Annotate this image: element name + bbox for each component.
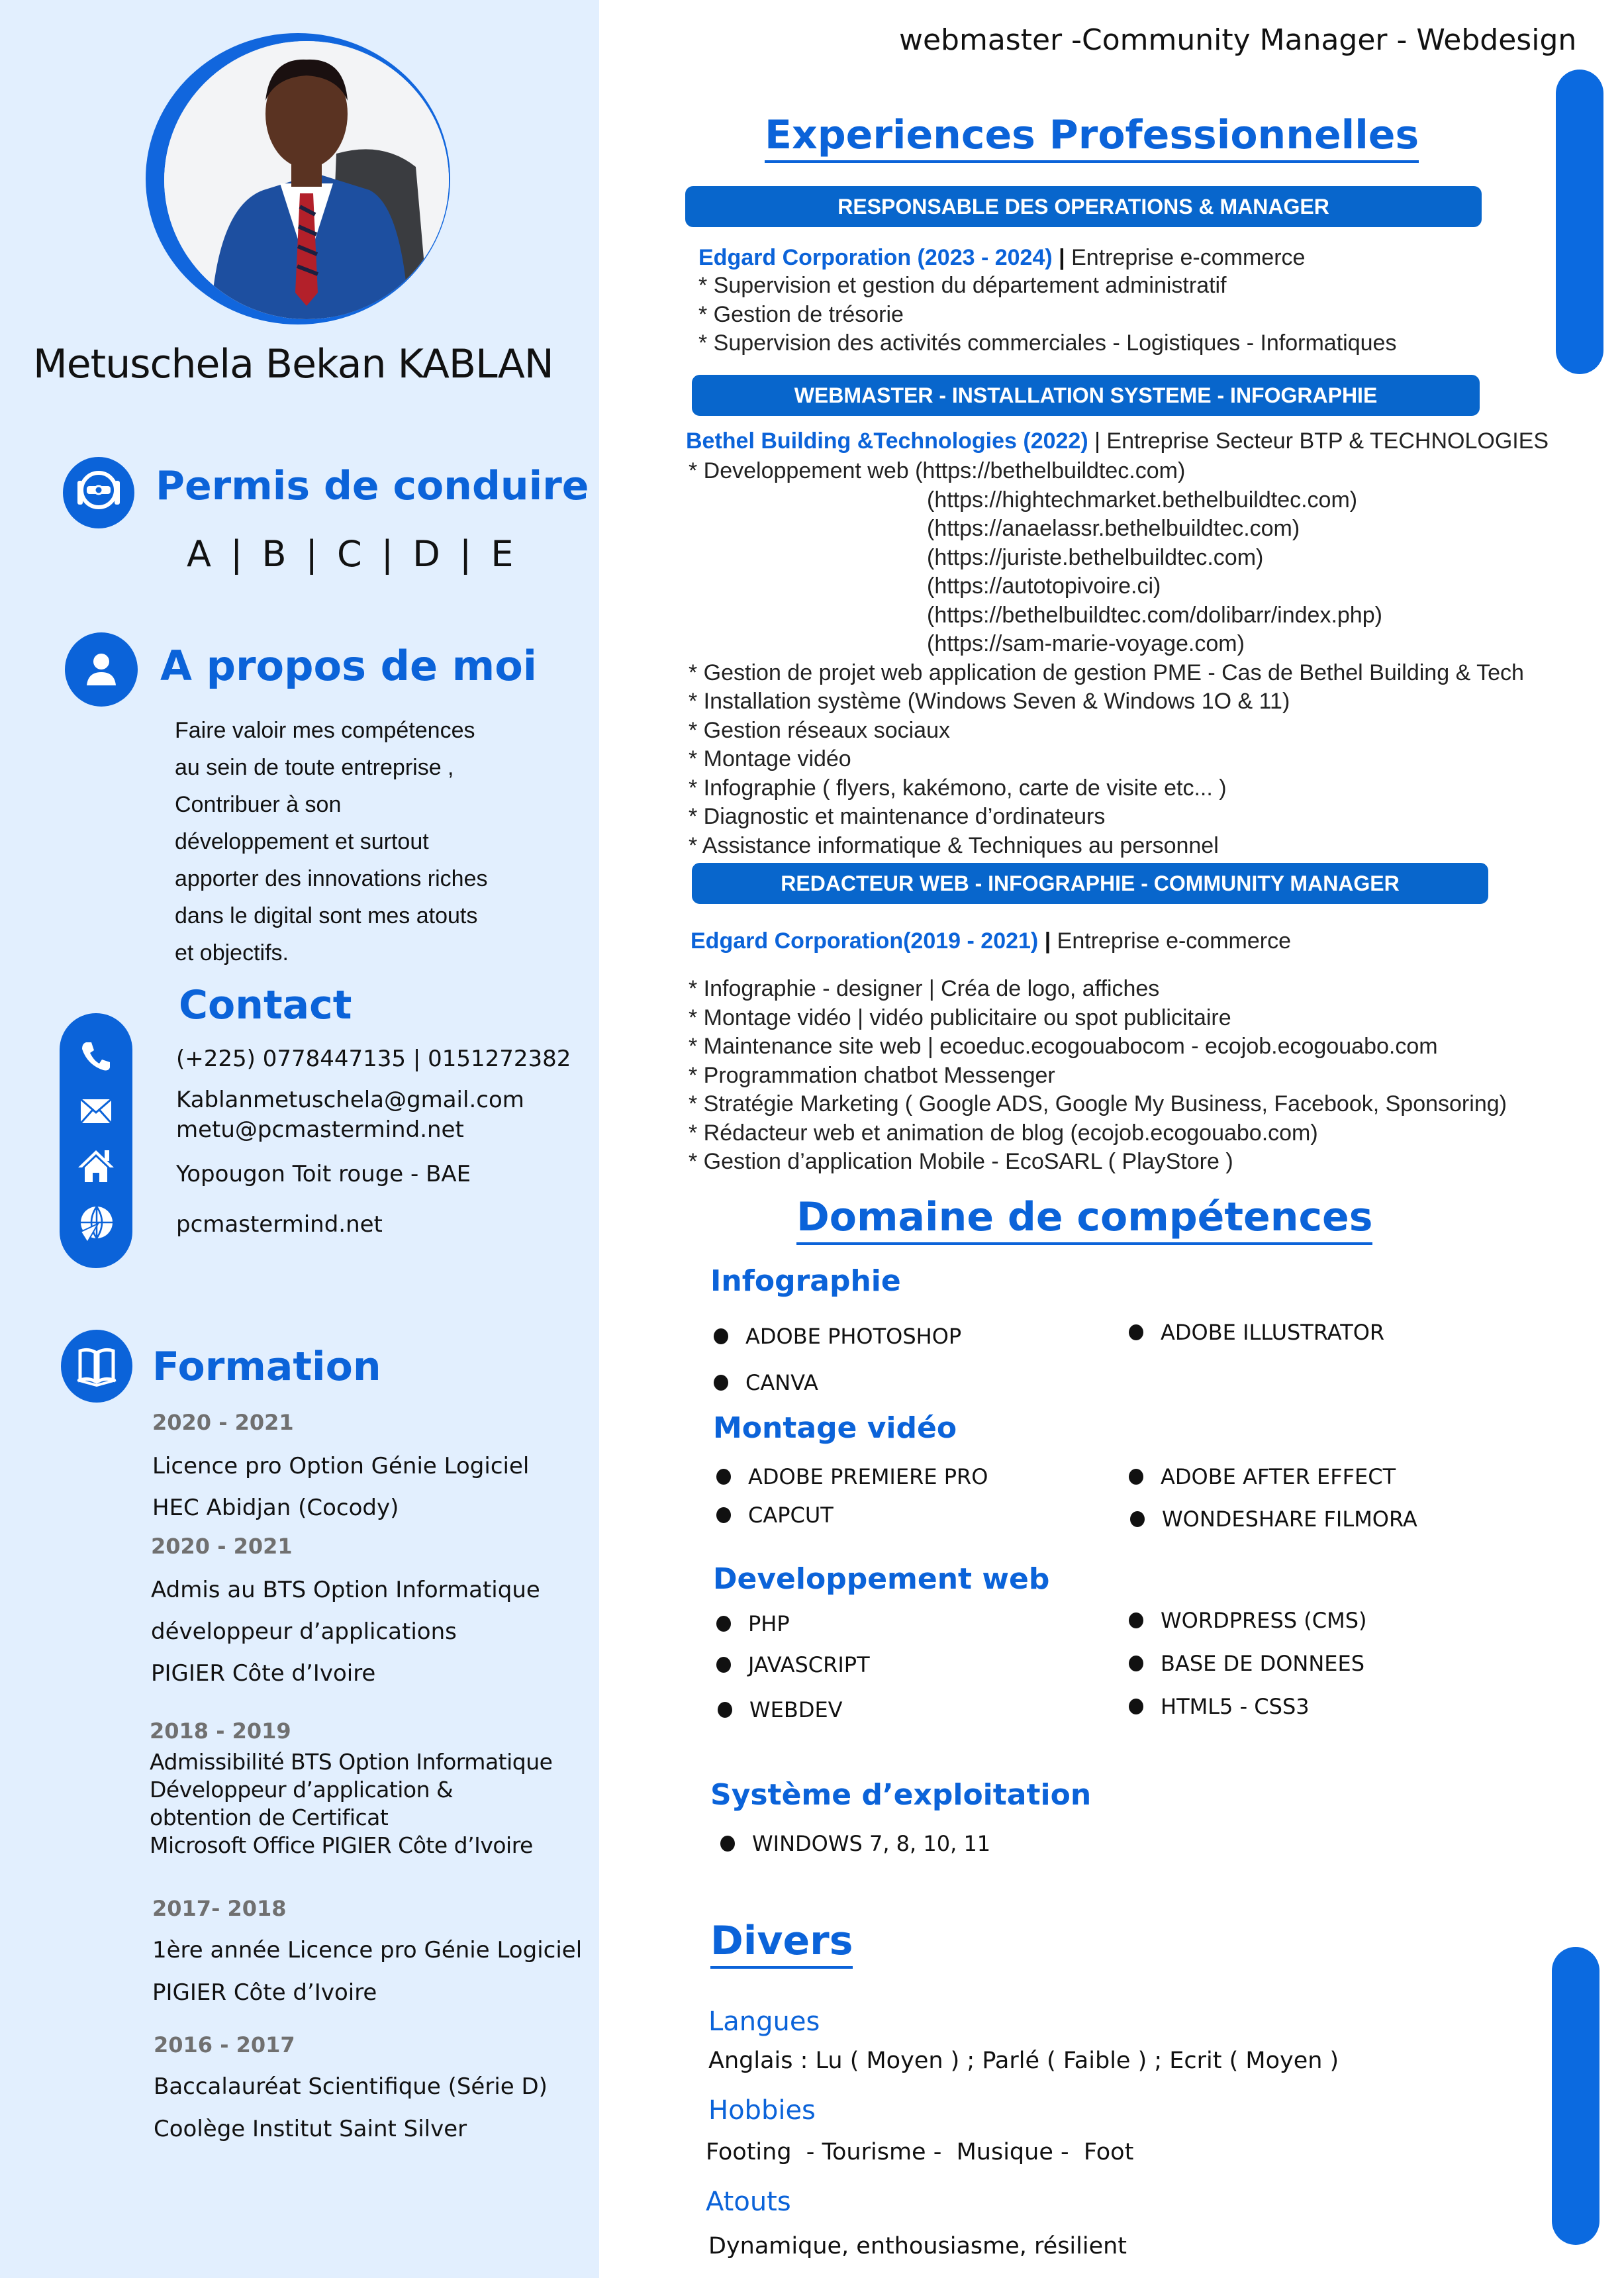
skill-item	[716, 1502, 834, 1528]
langues-label: Langues	[708, 2006, 820, 2037]
bullet-dot-icon	[1129, 1469, 1143, 1485]
job-task: * Infographie - designer | Créa de logo, affiches	[689, 976, 1160, 1001]
skill-label: WINDOWS 7, 8, 10, 11	[752, 1831, 991, 1856]
about-line: dans le digital sont mes atouts	[175, 903, 478, 928]
formation-line: Coolège Institut Saint Silver	[154, 2116, 467, 2142]
job-url[interactable]: (https://juriste.bethelbuildtec.com)	[927, 544, 1264, 570]
skill-label: ADOBE PREMIERE PRO	[748, 1464, 988, 1489]
formation-line: Admis au BTS Option Informatique	[151, 1577, 540, 1603]
job-task: * Gestion d’application Mobile - EcoSARL ( PlayStore )	[689, 1149, 1233, 1174]
bullet-dot-icon	[1129, 1324, 1143, 1340]
job-role-banner: RESPONSABLE DES OPERATIONS & MANAGER	[685, 186, 1482, 227]
decorative-pill-bottom	[1552, 1947, 1600, 2245]
about-text	[175, 712, 488, 971]
job-company: Bethel Building &Technologies (2022)	[686, 428, 1088, 454]
formation-line: Développeur d’application &	[150, 1777, 454, 1803]
bullet-dot-icon	[716, 1657, 731, 1673]
profile-photo	[164, 41, 449, 319]
skill-label: BASE DE DONNEES	[1161, 1651, 1365, 1676]
job-url[interactable]: (https://anaelassr.bethelbuildtec.com)	[927, 516, 1300, 541]
job-separator: |	[1044, 928, 1051, 954]
job-task: * Developpement web (https://bethelbuildtec.com)	[689, 458, 1186, 483]
skill-item	[714, 1369, 818, 1396]
skill-item	[716, 1610, 790, 1637]
job-task: * Gestion réseaux sociaux	[689, 717, 950, 743]
job-task: * Supervision des activités commerciales - Logistiques - Informatiques	[698, 330, 1397, 356]
phone-icon	[79, 1040, 113, 1076]
job-task: * Gestion de trésorie	[698, 301, 904, 327]
job-separator: |	[1059, 245, 1065, 270]
skill-label: JAVASCRIPT	[748, 1652, 870, 1677]
formation-line: HEC Abidjan (Cocody)	[152, 1495, 399, 1521]
formation-entry-lines	[150, 1748, 552, 1859]
hobbies-text: Footing - Tourisme - Musique - Foot	[706, 2139, 1134, 2165]
skill-item	[1129, 1319, 1384, 1346]
about-title: A propos de moi	[160, 642, 538, 690]
experiences-title: Experiences Professionnelles	[765, 111, 1419, 163]
skill-item	[716, 1463, 988, 1490]
job-task: * Maintenance site web | ecoeduc.ecogouabocom - ecojob.ecogouabo.com	[689, 1034, 1438, 1059]
atouts-label: Atouts	[706, 2187, 791, 2217]
job-company-line	[691, 927, 1291, 955]
job-company: Edgard Corporation (2023 - 2024)	[698, 245, 1053, 270]
skill-item	[1129, 1463, 1396, 1490]
permis-title: Permis de conduire	[156, 463, 589, 509]
langues-text: Anglais : Lu ( Moyen ) ; Parlé ( Faible ) ; Ecrit ( Moyen )	[708, 2048, 1339, 2074]
formation-year: 2018 - 2019	[150, 1718, 291, 1744]
home-icon	[77, 1149, 115, 1187]
formation-line: 1ère année Licence pro Génie Logiciel	[152, 1937, 583, 1963]
skill-group-title: Infographie	[710, 1264, 901, 1298]
skill-item	[718, 1697, 843, 1723]
person-portrait-icon	[164, 41, 449, 319]
permis-categories: A | B | C | D | E	[187, 533, 518, 575]
bullet-dot-icon	[714, 1375, 728, 1391]
contact-phone: (+225) 0778447135 | 0151272382	[176, 1046, 571, 1072]
contact-website[interactable]: pcmastermind.net	[176, 1211, 383, 1238]
book-icon	[61, 1330, 132, 1403]
skill-label: CAPCUT	[748, 1503, 834, 1528]
job-task: * Installation système (Windows Seven & Windows 1O & 11)	[689, 689, 1290, 714]
formation-line: PIGIER Côte d’Ivoire	[151, 1660, 376, 1687]
bullet-dot-icon	[718, 1702, 732, 1718]
job-separator: |	[1094, 428, 1100, 454]
about-line: Faire valoir mes compétences	[175, 718, 475, 743]
bullet-dot-icon	[1130, 1511, 1145, 1527]
skill-group-title: Système d’exploitation	[710, 1778, 1092, 1812]
formation-line: Baccalauréat Scientifique (Série D)	[154, 2073, 548, 2100]
bullet-dot-icon	[716, 1616, 731, 1632]
atouts-text: Dynamique, enthousiasme, résilient	[708, 2233, 1127, 2259]
skill-item	[1129, 1650, 1364, 1677]
skills-title: Domaine de compétences	[796, 1193, 1372, 1245]
job-task-list	[698, 272, 1396, 358]
skill-label: WONDESHARE FILMORA	[1162, 1507, 1417, 1532]
globe-icon	[78, 1205, 114, 1247]
bullet-dot-icon	[716, 1507, 731, 1523]
skill-item	[1130, 1506, 1417, 1532]
skill-item	[720, 1830, 990, 1857]
skill-item	[1129, 1693, 1310, 1720]
job-task: * Gestion de projet web application de gestion PME - Cas de Bethel Building & Tech	[689, 660, 1524, 685]
skill-label: CANVA	[745, 1370, 818, 1395]
job-task: * Montage vidéo | vidéo publicitaire ou spot publicitaire	[689, 1005, 1231, 1030]
bullet-dot-icon	[1129, 1699, 1143, 1714]
job-task-list	[689, 975, 1507, 1177]
job-url[interactable]: (https://sam-marie-voyage.com)	[927, 631, 1245, 656]
contact-email-1[interactable]: Kablanmetuschela@gmail.com	[176, 1087, 524, 1113]
hobbies-label: Hobbies	[708, 2095, 816, 2126]
divers-title: Divers	[710, 1917, 853, 1969]
job-type: Entreprise Secteur BTP & TECHNOLOGIES	[1106, 428, 1549, 454]
skill-item	[716, 1652, 870, 1678]
job-task: * Infographie ( flyers, kakémono, carte de visite etc... )	[689, 775, 1227, 801]
job-task: * Stratégie Marketing ( Google ADS, Google My Business, Facebook, Sponsoring)	[689, 1091, 1507, 1116]
job-task: * Programmation chatbot Messenger	[689, 1062, 1055, 1088]
about-line: Contribuer à son	[175, 792, 342, 817]
bullet-dot-icon	[1129, 1612, 1143, 1628]
skill-item	[1129, 1607, 1366, 1634]
job-type: Entreprise e-commerce	[1057, 928, 1292, 954]
formation-line: Microsoft Office PIGIER Côte d’Ivoire	[150, 1832, 533, 1858]
job-role-banner: WEBMASTER - INSTALLATION SYSTEME - INFOGRAPHIE	[692, 375, 1480, 416]
sidebar	[0, 0, 599, 2278]
bullet-dot-icon	[714, 1328, 728, 1344]
contact-address: Yopougon Toit rouge - BAE	[176, 1161, 471, 1187]
job-company: Edgard Corporation(2019 - 2021)	[691, 928, 1039, 954]
contact-icon-bar	[60, 1013, 132, 1268]
job-task: * Montage vidéo	[689, 746, 851, 771]
formation-line: PIGIER Côte d’Ivoire	[152, 1979, 377, 2006]
job-type: Entreprise e-commerce	[1071, 245, 1306, 270]
contact-title: Contact	[179, 982, 352, 1028]
formation-year: 2020 - 2021	[152, 1410, 294, 1435]
job-role-banner: REDACTEUR WEB - INFOGRAPHIE - COMMUNITY MANAGER	[692, 863, 1488, 904]
skill-group-title: Montage vidéo	[713, 1411, 957, 1445]
job-url[interactable]: (https://autotopivoire.ci)	[927, 573, 1161, 599]
formation-year: 2017- 2018	[152, 1896, 287, 1921]
formation-line: obtention de Certificat	[150, 1805, 389, 1830]
formation-line: développeur d’applications	[151, 1618, 457, 1645]
bullet-dot-icon	[716, 1469, 731, 1485]
headline: webmaster -Community Manager - Webdesign	[899, 23, 1577, 57]
user-icon	[65, 632, 138, 707]
skill-label: WEBDEV	[749, 1697, 843, 1722]
mail-icon	[79, 1098, 113, 1128]
formation-year: 2016 - 2017	[154, 2032, 295, 2057]
about-line: et objectifs.	[175, 940, 289, 966]
profile-name: Metuschela Bekan KABLAN	[33, 341, 553, 387]
job-task: * Diagnostic et maintenance d’ordinateurs	[689, 804, 1106, 829]
contact-email-2[interactable]: metu@pcmastermind.net	[176, 1116, 464, 1143]
job-task: * Assistance informatique & Techniques au personnel	[689, 832, 1219, 858]
formation-line: Admissibilité BTS Option Informatique	[150, 1749, 553, 1775]
skill-label: PHP	[748, 1611, 790, 1636]
about-line: au sein de toute entreprise ,	[175, 755, 454, 780]
skill-group-title: Developpement web	[713, 1562, 1050, 1596]
job-url[interactable]: (https://bethelbuildtec.com/dolibarr/index.php)	[927, 602, 1382, 628]
formation-line: Licence pro Option Génie Logiciel	[152, 1453, 530, 1479]
job-task-list	[689, 457, 1524, 860]
skill-label: ADOBE AFTER EFFECT	[1161, 1464, 1396, 1489]
job-task: * Supervision et gestion du département administratif	[698, 273, 1227, 298]
job-task: * Rédacteur web et animation de blog (ecojob.ecogouabo.com)	[689, 1120, 1318, 1146]
formation-title: Formation	[152, 1344, 381, 1390]
decorative-pill-top	[1556, 70, 1603, 374]
bullet-dot-icon	[1129, 1656, 1143, 1671]
skill-label: HTML5 - CSS3	[1161, 1694, 1310, 1719]
skill-label: ADOBE ILLUSTRATOR	[1161, 1320, 1385, 1345]
job-company-line	[698, 244, 1305, 272]
about-line: développement et surtout	[175, 829, 429, 854]
about-line: apporter des innovations riches	[175, 866, 488, 891]
skill-item	[714, 1323, 961, 1350]
job-url[interactable]: (https://hightechmarket.bethelbuildtec.com)	[927, 487, 1358, 513]
formation-year: 2020 - 2021	[151, 1534, 293, 1559]
bullet-dot-icon	[720, 1836, 735, 1852]
job-company-line	[686, 427, 1549, 455]
skill-label: ADOBE PHOTOSHOP	[745, 1324, 962, 1349]
skill-label: WORDPRESS (CMS)	[1161, 1608, 1367, 1633]
steering-wheel-icon	[63, 457, 134, 528]
